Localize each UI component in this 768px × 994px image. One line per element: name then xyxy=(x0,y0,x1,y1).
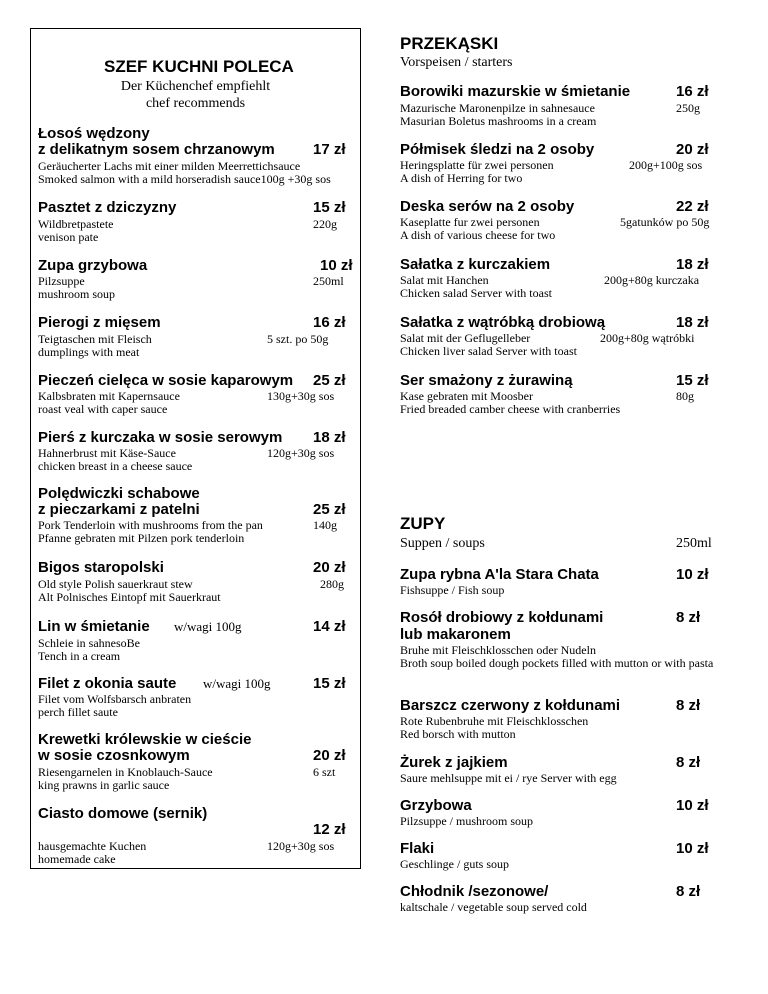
chef-item-4-de: Kalbsbraten mit Kapernsauce xyxy=(38,389,180,403)
soups-subtitle: Suppen / soups xyxy=(400,536,485,551)
chef-item-3-en: dumplings with meat xyxy=(38,345,140,359)
chef-item-1-de: Wildbretpastete xyxy=(38,217,114,231)
chef-item-3-de: Teigtaschen mit Fleisch xyxy=(38,332,152,346)
chef-item-4-en: roast veal with caper sauce xyxy=(38,402,168,416)
chef-subtitle-de: Der Küchenchef empfiehlt xyxy=(120,79,271,94)
chef-item-11-name: Ciasto domowe (sernik) xyxy=(38,805,208,822)
starter-0-name: Borowiki mazurskie w śmietanie xyxy=(400,83,631,100)
chef-item-4-name: Pieczeń cielęca w sosie kaparowym xyxy=(38,372,294,389)
chef-item-1-portion: 220g xyxy=(313,217,337,231)
chef-item-8-de: Schleie in sahnesoBe xyxy=(38,636,140,650)
chef-item-9-name: Filet z okonia saute xyxy=(38,675,177,692)
chef-item-7-portion: 280g xyxy=(320,577,344,591)
starter-0-de: Mazurische Maronenpilze in sahnesauce xyxy=(400,101,595,115)
starter-3-price: 18 zł xyxy=(676,256,709,273)
chef-item-7-name: Bigos staropolski xyxy=(38,559,164,576)
starter-2-de: Kaseplatte fur zwei personen xyxy=(400,215,540,229)
starter-4-name: Sałatka z wątróbką drobiową xyxy=(400,314,606,331)
chef-item-10-de: Riesengarnelen in Knoblauch-Sauce xyxy=(38,765,213,779)
chef-item-7-en: Alt Polnisches Eintopf mit Sauerkraut xyxy=(38,590,221,604)
starter-3-name: Sałatka z kurczakiem xyxy=(400,256,551,273)
starter-1-name: Półmisek śledzi na 2 osoby xyxy=(400,141,595,158)
starters-title: PRZEKĄSKI xyxy=(400,34,499,53)
chef-item-6-portion: 140g xyxy=(313,518,337,532)
chef-item-5-en: chicken breast in a cheese sauce xyxy=(38,459,193,473)
soup-5-desc: Geschlinge / guts soup xyxy=(400,857,509,871)
chef-item-5-de: Hahnerbrust mit Käse-Sauce xyxy=(38,446,176,460)
starter-5-name: Ser smażony z żurawiną xyxy=(400,372,573,389)
chef-item-2-price: 10 zł xyxy=(320,257,353,274)
chef-item-7-de: Old style Polish sauerkraut stew xyxy=(38,577,193,591)
soup-1-desc-line1: Bruhe mit Fleischklosschen oder Nudeln xyxy=(400,643,596,657)
chef-item-3-price: 16 zł xyxy=(313,314,346,331)
soup-0-name: Zupa rybna A'la Stara Chata xyxy=(400,566,599,583)
starter-0-en: Masurian Boletus mashrooms in a cream xyxy=(400,114,597,128)
starter-3-portion: 200g+80g kurczaka xyxy=(604,273,700,287)
starter-1-portion: 200g+100g sos xyxy=(629,158,703,172)
soup-3-desc: Saure mehlsuppe mit ei / rye Server with egg xyxy=(400,771,617,785)
soup-4-price: 10 zł xyxy=(676,797,709,814)
chef-item-11-portion: 120g+30g sos xyxy=(267,839,335,853)
chef-item-9-en: perch fillet saute xyxy=(38,705,118,719)
soup-5-name: Flaki xyxy=(400,840,435,857)
starter-4-de: Salat mit der Geflugelleber xyxy=(400,331,531,345)
soup-6-name: Chłodnik /sezonowe/ xyxy=(400,883,549,900)
soup-3-price: 8 zł xyxy=(676,754,701,771)
soup-6-price: 8 zł xyxy=(676,883,701,900)
chef-item-8-price: 14 zł xyxy=(313,618,346,635)
chef-item-11-price: 12 zł xyxy=(313,821,346,838)
soup-0-desc: Fishsuppe / Fish soup xyxy=(400,583,505,597)
chef-title: SZEF KUCHNI POLECA xyxy=(104,57,294,76)
soup-0-price: 10 zł xyxy=(676,566,709,583)
chef-item-11-de: hausgemachte Kuchen xyxy=(38,839,147,853)
starter-5-en: Fried breaded camber cheese with cranberries xyxy=(400,402,621,416)
soup-4-name: Grzybowa xyxy=(400,797,472,814)
starter-2-price: 22 zł xyxy=(676,198,709,215)
chef-item-11-en: homemade cake xyxy=(38,852,116,866)
chef-item-10-en: king prawns in garlic sauce xyxy=(38,778,170,792)
chef-item-2-name: Zupa grzybowa xyxy=(38,257,148,274)
soup-1-name-line2: lub makaronem xyxy=(400,626,511,643)
starter-1-price: 20 zł xyxy=(676,141,709,158)
soups-title: ZUPY xyxy=(400,514,446,533)
starter-1-de: Heringsplatte für zwei personen xyxy=(400,158,554,172)
chef-item-6-en: Pfanne gebraten mit Pilzen pork tenderloin xyxy=(38,531,245,545)
chef-item-7-price: 20 zł xyxy=(313,559,346,576)
chef-item-8-name: Lin w śmietanie xyxy=(38,618,150,635)
chef-item-0-de: Geräucherter Lachs mit einer milden Meerrettichsauce xyxy=(38,159,301,173)
chef-item-1-price: 15 zł xyxy=(313,199,346,216)
soup-2-name: Barszcz czerwony z kołdunami xyxy=(400,697,621,714)
starter-1-en: A dish of Herring for two xyxy=(400,171,523,185)
soup-1-price: 8 zł xyxy=(676,609,701,626)
starter-3-de: Salat mit Hanchen xyxy=(400,273,489,287)
starter-0-portion: 250g xyxy=(676,101,700,115)
chef-item-6-price: 25 zł xyxy=(313,501,346,518)
soup-2-price: 8 zł xyxy=(676,697,701,714)
soup-2-desc-line2: Red borsch with mutton xyxy=(400,727,516,741)
chef-item-10-name-line2: w sosie czosnkowym xyxy=(38,747,190,764)
chef-item-3-name: Pierogi z mięsem xyxy=(38,314,161,331)
starter-2-portion: 5gatunków po 50g xyxy=(620,215,710,229)
soup-5-price: 10 zł xyxy=(676,840,709,857)
chef-item-1-name: Pasztet z dziczyzny xyxy=(38,199,177,216)
starter-5-de: Kase gebraten mit Moosber xyxy=(400,389,533,403)
chef-item-8-en: Tench in a cream xyxy=(38,649,121,663)
starter-4-price: 18 zł xyxy=(676,314,709,331)
starter-4-en: Chicken liver salad Server with toast xyxy=(400,344,577,358)
chef-item-2-portion: 250ml xyxy=(313,274,344,288)
chef-item-10-price: 20 zł xyxy=(313,747,346,764)
chef-item-6-name-line2: z pieczarkami z patelni xyxy=(38,501,200,518)
soup-4-desc: Pilzsuppe / mushroom soup xyxy=(400,814,534,828)
chef-item-0-en: Smoked salmon with a mild horseradish sauce100g +30g sos xyxy=(38,172,331,186)
chef-item-0-price: 17 zł xyxy=(313,141,346,158)
chef-item-4-portion: 130g+30g sos xyxy=(267,389,335,403)
chef-subtitle-en: chef recommends xyxy=(145,96,246,111)
chef-item-5-price: 18 zł xyxy=(313,429,346,446)
chef-item-10-name-line1: Krewetki królewskie w cieście xyxy=(38,731,252,748)
chef-item-9-de: Filet vom Wolfsbarsch anbraten xyxy=(38,692,192,706)
chef-item-1-en: venison pate xyxy=(38,230,99,244)
soup-6-desc: kaltschale / vegetable soup served cold xyxy=(400,900,587,914)
chef-item-8-weight: w/wagi 100g xyxy=(174,619,242,634)
chef-item-0-name-line2: z delikatnym sosem chrzanowym xyxy=(38,141,275,158)
starter-4-portion: 200g+80g wątróbki xyxy=(600,331,695,345)
chef-item-5-name: Pierś z kurczaka w sosie serowym xyxy=(38,429,283,446)
soups-portion: 250ml xyxy=(676,536,712,551)
starters-subtitle: Vorspeisen / starters xyxy=(400,55,513,70)
chef-item-0-name-line1: Łosoś wędzony xyxy=(38,125,150,142)
soup-2-desc-line1: Rote Rubenbruhe mit Fleischklosschen xyxy=(400,714,589,728)
chef-item-2-de: Pilzsuppe xyxy=(38,274,85,288)
chef-item-6-name-line1: Polędwiczki schabowe xyxy=(38,485,200,502)
starter-0-price: 16 zł xyxy=(676,83,709,100)
chef-item-9-price: 15 zł xyxy=(313,675,346,692)
chef-item-2-en: mushroom soup xyxy=(38,287,116,301)
chef-item-9-weight: w/wagi 100g xyxy=(203,676,271,691)
starter-3-en: Chicken salad Server with toast xyxy=(400,286,552,300)
soup-1-name-line1: Rosół drobiowy z kołdunami xyxy=(400,609,604,626)
soup-1-desc-line2: Broth soup boiled dough pockets filled with mutton or with pasta xyxy=(400,656,714,670)
chef-item-6-de: Pork Tenderloin with mushrooms from the pan xyxy=(38,518,263,532)
chef-item-4-price: 25 zł xyxy=(313,372,346,389)
chef-item-3-portion: 5 szt. po 50g xyxy=(267,332,329,346)
starter-2-name: Deska serów na 2 osoby xyxy=(400,198,575,215)
starter-5-portion: 80g xyxy=(676,389,694,403)
starter-2-en: A dish of various cheese for two xyxy=(400,228,556,242)
soup-3-name: Żurek z jajkiem xyxy=(400,754,508,771)
starter-5-price: 15 zł xyxy=(676,372,709,389)
chef-item-10-portion: 6 szt xyxy=(313,765,336,779)
chef-item-5-portion: 120g+30g sos xyxy=(267,446,335,460)
